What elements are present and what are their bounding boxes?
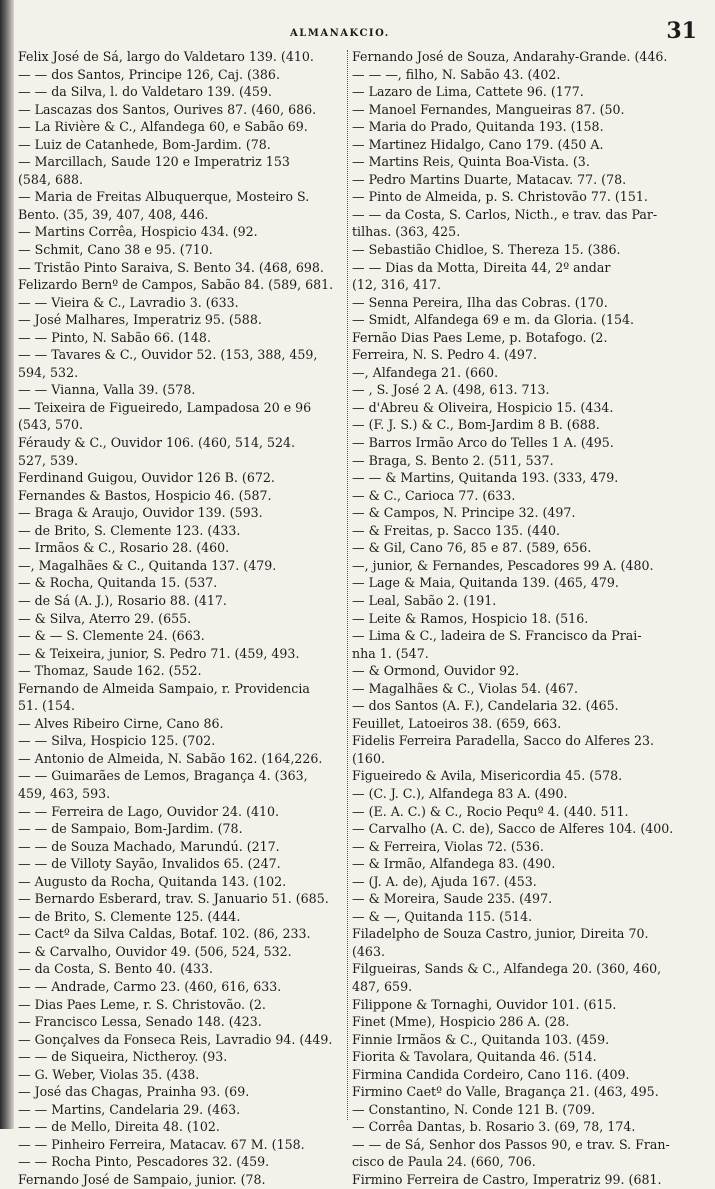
directory-entry-line: —, Alfandega 21. (660. <box>352 364 499 380</box>
directory-entry-line: — & —, Quitanda 115. (514. <box>352 908 533 924</box>
directory-entry-line: Filippone & Tornaghi, Ouvidor 101. (615. <box>352 996 617 1012</box>
directory-entry-line: —, junior, & Fernandes, Pescadores 99 A. (480. <box>352 557 654 573</box>
running-title: ALMANAKCIO. <box>290 28 390 39</box>
directory-entry-line: — Gonçalves da Fonseca Reis, Lavradio 94. (449. <box>18 1031 333 1047</box>
directory-entry-line: — & Ormond, Ouvidor 92. <box>352 663 520 679</box>
directory-entry-line: — — Martins, Candelaria 29. (463. <box>18 1101 241 1117</box>
directory-entry-line: — — Vianna, Valla 39. (578. <box>18 382 196 398</box>
directory-entry-line: — (J. A. de), Ajuda 167. (453. <box>352 873 537 889</box>
directory-entry-line: — — Andrade, Carmo 23. (460, 616, 633. <box>18 978 282 994</box>
directory-entry-line: — Lazaro de Lima, Cattete 96. (177. <box>352 84 584 100</box>
directory-entry-line: — Pedro Martins Duarte, Matacav. 77. (78. <box>352 171 627 187</box>
directory-entry-line: — Martins Reis, Quinta Boa-Vista. (3. <box>352 154 590 170</box>
directory-entry-line: — dos Santos (A. F.), Candelaria 32. (465. <box>352 698 619 714</box>
directory-entry-line: — , S. José 2 A. (498, 613. 713. <box>352 382 550 398</box>
left-column <box>18 48 344 1189</box>
directory-entry-line: — G. Weber, Violas 35. (438. <box>18 1066 200 1082</box>
directory-entry-line: Felix José de Sá, largo do Valdetaro 139. (410. <box>18 49 314 64</box>
directory-entry-line: — Antonio de Almeida, N. Sabão 162. (164,226. <box>18 750 323 766</box>
directory-entry-line: — Corrêa Dantas, b. Rosario 3. (69, 78, 174. <box>352 1119 636 1135</box>
directory-entry-line: — — —, filho, N. Sabão 43. (402. <box>352 66 561 82</box>
column-divider <box>347 50 348 1120</box>
directory-entry-line: — Lima & C., ladeira de S. Francisco da Prai- <box>352 628 642 644</box>
directory-entry-line: — Barros Irmão Arco do Telles 1 A. (495. <box>352 435 614 451</box>
directory-entry-line: — José Malhares, Imperatriz 95. (588. <box>18 312 262 328</box>
directory-entry-line: Fernão Dias Paes Leme, p. Botafogo. (2. <box>352 329 608 345</box>
directory-entry-line: — Cactº da Silva Caldas, Botaf. 102. (86, 233. <box>18 926 311 942</box>
directory-entry-line: Ferreira, N. S. Pedro 4. (497. <box>352 347 537 363</box>
directory-entry-line: — Lage & Maia, Quitanda 139. (465, 479. <box>352 575 619 591</box>
directory-entry-line: — & C., Carioca 77. (633. <box>352 487 516 503</box>
directory-entry-line: — Alves Ribeiro Cirne, Cano 86. <box>18 715 224 731</box>
directory-entry-line: Fiorita & Tavolara, Quitanda 46. (514. <box>352 1049 597 1065</box>
directory-entry-line: — — de Sampaio, Bom-Jardim. (78. <box>18 821 243 837</box>
directory-entry-line: — Senna Pereira, Ilha das Cobras. (170. <box>352 294 608 310</box>
directory-entry-line: — & Campos, N. Principe 32. (497. <box>352 505 576 521</box>
directory-entry-line: — Luiz de Catanhede, Bom-Jardim. (78. <box>18 136 271 152</box>
directory-entry-line: (584, 688. <box>18 171 83 187</box>
directory-entry-line: — — Pinto, N. Sabão 66. (148. <box>18 329 211 345</box>
directory-entry-line: — Martinez Hidalgo, Cano 179. (450 A. <box>352 136 604 152</box>
directory-entry-line: — & — S. Clemente 24. (663. <box>18 628 205 644</box>
directory-entry-line: — Thomaz, Saude 162. (552. <box>18 663 202 679</box>
directory-entry-line: — & Freitas, p. Sacco 135. (440. <box>352 522 560 538</box>
directory-entry-line: Fernando de Almeida Sampaio, r. Providencia <box>18 680 310 696</box>
directory-entry-line: Firmino Caetº do Valle, Bragança 21. (463, 495. <box>352 1084 659 1100</box>
directory-entry-line: Fernando José de Sampaio, junior. (78. <box>18 1172 266 1187</box>
directory-entry-line: — Marcillach, Saude 120 e Imperatriz 153 <box>18 154 290 170</box>
directory-entry-line: Firmino Ferreira de Castro, Imperatriz 99. (681. <box>352 1172 662 1187</box>
directory-entry-line: —, Magalhães & C., Quitanda 137. (479. <box>18 557 277 573</box>
directory-entry-line: — — de Villoty Sayão, Invalidos 65. (247. <box>18 856 281 872</box>
directory-entry-line: — Manoel Fernandes, Mangueiras 87. (50. <box>352 101 625 117</box>
directory-entry-line: Ferdinand Guigou, Ouvidor 126 B. (672. <box>18 470 275 486</box>
directory-entry-line: — — dos Santos, Principe 126, Caj. (386. <box>18 66 280 82</box>
directory-entry-line: — & Silva, Aterro 29. (655. <box>18 610 192 626</box>
directory-entry-line: — — Rocha Pinto, Pescadores 32. (459. <box>18 1154 270 1170</box>
directory-entry-line: (543, 570. <box>18 417 83 433</box>
directory-entry-line: 487, 659. <box>352 978 413 994</box>
directory-entry-line: — Pinto de Almeida, p. S. Christovão 77. (151. <box>352 189 648 205</box>
directory-entry-line: — — Ferreira de Lago, Ouvidor 24. (410. <box>18 803 280 819</box>
directory-entry-line: 527, 539. <box>18 452 79 468</box>
directory-entry-line: — (E. A. C.) & C., Rocio Pequº 4. (440. 511. <box>352 803 629 819</box>
directory-entry-line: — Braga & Araujo, Ouvidor 139. (593. <box>18 505 263 521</box>
directory-entry-line: Finnie Irmãos & C., Quitanda 103. (459. <box>352 1031 610 1047</box>
directory-entry-line: — Martins Corrêa, Hospicio 434. (92. <box>18 224 258 240</box>
directory-entry-line: nha 1. (547. <box>352 645 429 661</box>
directory-entry-line: — Irmãos & C., Rosario 28. (460. <box>18 540 230 556</box>
directory-entry-line: — & Ferreira, Violas 72. (536. <box>352 838 544 854</box>
directory-entry-line: — Tristão Pinto Saraiva, S. Bento 34. (468, 698. <box>18 259 324 275</box>
directory-entry-line: Fernando José de Souza, Andarahy-Grande. (446. <box>352 49 668 64</box>
right-column <box>352 48 697 1189</box>
directory-entry-line: — (F. J. S.) & C., Bom-Jardim 8 B. (688. <box>352 417 600 433</box>
directory-entry-line: — Braga, S. Bento 2. (511, 537. <box>352 452 554 468</box>
page-header <box>0 18 715 44</box>
directory-entry-line: — de Brito, S. Clemente 123. (433. <box>18 522 241 538</box>
directory-entry-line: (463. <box>352 943 385 959</box>
directory-entry-line: — Maria de Freitas Albuquerque, Mosteiro S. <box>18 189 310 205</box>
directory-entry-line: Felizardo Bernº de Campos, Sabão 84. (589, 681. <box>18 277 334 293</box>
directory-entry-line: — Smidt, Alfandega 69 e m. da Gloria. (154. <box>352 312 635 328</box>
directory-entry-line: — & Gil, Cano 76, 85 e 87. (589, 656. <box>352 540 592 556</box>
directory-entry-line: Féraudy & C., Ouvidor 106. (460, 514, 524. <box>18 435 296 451</box>
directory-entry-line: — Constantino, N. Conde 121 B. (709. <box>352 1101 596 1117</box>
directory-entry-line: Fernandes & Bastos, Hospicio 46. (587. <box>18 487 272 503</box>
directory-entry-line: — — Pinheiro Ferreira, Matacav. 67 M. (158. <box>18 1136 305 1152</box>
directory-entry-line: — Bernardo Esberard, trav. S. Januario 51. (685. <box>18 891 329 907</box>
directory-entry-line: 594, 532. <box>18 364 79 380</box>
directory-entry-line: — Maria do Prado, Quitanda 193. (158. <box>352 119 604 135</box>
directory-entry-line: — Lascazas dos Santos, Ourives 87. (460, 686. <box>18 101 317 117</box>
directory-entry-line: Figueiredo & Avila, Misericordia 45. (578. <box>352 768 623 784</box>
directory-entry-line: Bento. (35, 39, 407, 408, 446. <box>18 206 209 222</box>
directory-entry-line: — Teixeira de Figueiredo, Lampadosa 20 e 96 <box>18 399 312 415</box>
directory-entry-line: — — da Costa, S. Carlos, Nicth., e trav. das Par- <box>352 206 658 222</box>
directory-entry-line: Fidelis Ferreira Paradella, Sacco do Alferes 23. <box>352 733 655 749</box>
directory-entry-line: — Carvalho (A. C. de), Sacco de Alferes 104. (400. <box>352 821 674 837</box>
directory-entry-line: — (C. J. C.), Alfandega 83 A. (490. <box>352 785 568 801</box>
page-number: 31 <box>666 18 697 44</box>
directory-entry-line: — & Moreira, Saude 235. (497. <box>352 891 553 907</box>
directory-entry-line: — — de Souza Machado, Marundú. (217. <box>18 838 280 854</box>
directory-entry-line: — La Rivière & C., Alfandega 60, e Sabão 69. <box>18 119 308 135</box>
directory-entry-line: — — Silva, Hospicio 125. (702. <box>18 733 216 749</box>
directory-entry-line: — Francisco Lessa, Senado 148. (423. <box>18 1014 262 1030</box>
directory-entry-line: 51. (154. <box>18 698 75 714</box>
directory-entry-line: — da Costa, S. Bento 40. (433. <box>18 961 214 977</box>
directory-entry-line: Filadelpho de Souza Castro, junior, Direita 70. <box>352 926 649 942</box>
directory-entry-line: — Leal, Sabão 2. (191. <box>352 592 497 608</box>
directory-entry-line: Firmina Candida Cordeiro, Cano 116. (409. <box>352 1066 630 1082</box>
directory-entry-line: Filgueiras, Sands & C., Alfandega 20. (360, 460, <box>352 961 662 977</box>
directory-entry-line: — Augusto da Rocha, Quitanda 143. (102. <box>18 873 287 889</box>
directory-entry-line: — — Tavares & C., Ouvidor 52. (153, 388, 459, <box>18 347 318 363</box>
directory-entry-line: — — & Martins, Quitanda 193. (333, 479. <box>352 470 619 486</box>
directory-entry-line: — — da Silva, l. do Valdetaro 139. (459. <box>18 84 272 100</box>
directory-entry-line: — Sebastião Chidloe, S. Thereza 15. (386. <box>352 242 621 258</box>
directory-entry-line: cisco de Paula 24. (660, 706. <box>352 1154 536 1170</box>
directory-entry-line: tilhas. (363, 425. <box>352 224 461 240</box>
directory-entry-line: — Leite & Ramos, Hospicio 18. (516. <box>352 610 589 626</box>
directory-entry-line: — — Vieira & C., Lavradio 3. (633. <box>18 294 239 310</box>
directory-entry-line: 459, 463, 593. <box>18 785 111 801</box>
directory-entry-line: — de Brito, S. Clemente 125. (444. <box>18 908 241 924</box>
directory-entry-line: — & Teixeira, junior, S. Pedro 71. (459, 493. <box>18 645 300 661</box>
directory-entry-line: — — Guimarães de Lemos, Bragança 4. (363, <box>18 768 308 784</box>
page-binding-shadow <box>0 0 14 1129</box>
directory-entry-line: — Dias Paes Leme, r. S. Christovão. (2. <box>18 996 266 1012</box>
directory-entry-line: Feuillet, Latoeiros 38. (659, 663. <box>352 715 562 731</box>
directory-entry-line: (12, 316, 417. <box>352 277 442 293</box>
directory-entry-line: — — de Mello, Direita 48. (102. <box>18 1119 220 1135</box>
directory-entry-line: — — Dias da Motta, Direita 44, 2º andar <box>352 259 611 275</box>
directory-entry-line: — & Irmão, Alfandega 83. (490. <box>352 856 556 872</box>
directory-entry-line: — & Carvalho, Ouvidor 49. (506, 524, 532. <box>18 943 292 959</box>
directory-entry-line: Finet (Mme), Hospicio 286 A. (28. <box>352 1014 570 1030</box>
directory-entry-line: — — de Siqueira, Nictheroy. (93. <box>18 1049 228 1065</box>
directory-entry-line: — de Sá (A. J.), Rosario 88. (417. <box>18 592 227 608</box>
directory-entry-line: — Schmit, Cano 38 e 95. (710. <box>18 242 213 258</box>
directory-entry-line: — Magalhães & C., Violas 54. (467. <box>352 680 579 696</box>
directory-entry-line: — & Rocha, Quitanda 15. (537. <box>18 575 218 591</box>
directory-entry-line: — José das Chagas, Prainha 93. (69. <box>18 1084 250 1100</box>
directory-entry-line: — — de Sá, Senhor dos Passos 90, e trav. S. Fran- <box>352 1136 670 1152</box>
directory-entry-line: — d'Abreu & Oliveira, Hospicio 15. (434. <box>352 399 614 415</box>
directory-entry-line: (160. <box>352 750 385 766</box>
